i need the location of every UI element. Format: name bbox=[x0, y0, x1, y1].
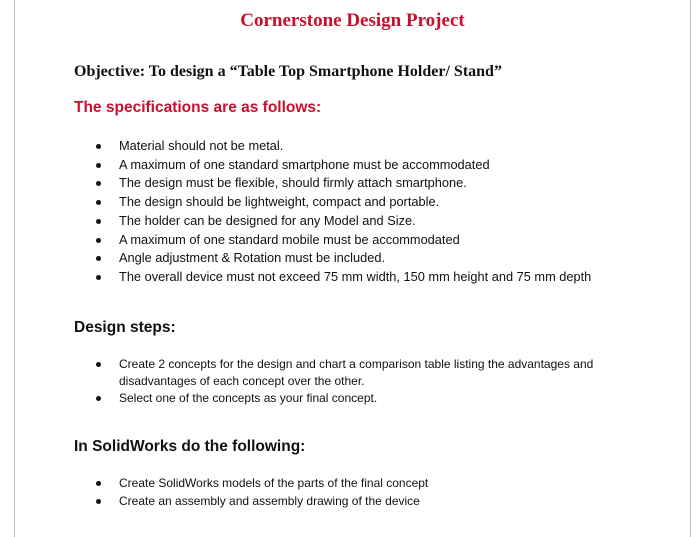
list-item: Create SolidWorks models of the parts of the final concept bbox=[96, 474, 428, 492]
list-item: A maximum of one standard mobile must be accommodated bbox=[96, 231, 591, 250]
page-title: Cornerstone Design Project bbox=[240, 10, 465, 31]
solidworks-list bbox=[96, 474, 428, 510]
document-page bbox=[14, 0, 691, 537]
list-item: Create an assembly and assembly drawing of the device bbox=[96, 492, 428, 510]
list-item: The overall device must not exceed 75 mm width, 150 mm height and 75 mm depth bbox=[96, 268, 591, 287]
solidworks-heading: In SolidWorks do the following: bbox=[74, 438, 306, 455]
list-item: The design must be flexible, should firmly attach smartphone. bbox=[96, 174, 591, 193]
list-item: The design should be lightweight, compact and portable. bbox=[96, 193, 591, 212]
list-item: The holder can be designed for any Model and Size. bbox=[96, 212, 591, 231]
specifications-heading: The specifications are as follows: bbox=[74, 99, 322, 116]
objective-text: Objective: To design a “Table Top Smartphone Holder/ Stand” bbox=[74, 63, 502, 80]
list-item: Select one of the concepts as your final concept. bbox=[96, 390, 619, 407]
list-item: Angle adjustment & Rotation must be included. bbox=[96, 249, 591, 268]
specifications-list bbox=[96, 137, 591, 287]
list-item: A maximum of one standard smartphone must be accommodated bbox=[96, 156, 591, 175]
list-item: Create 2 concepts for the design and chart a comparison table listing the advantages and disadvantages of each concept over the other. bbox=[96, 356, 619, 389]
design-steps-list bbox=[96, 356, 619, 408]
design-steps-heading: Design steps: bbox=[74, 319, 176, 336]
list-item: Material should not be metal. bbox=[96, 137, 591, 156]
